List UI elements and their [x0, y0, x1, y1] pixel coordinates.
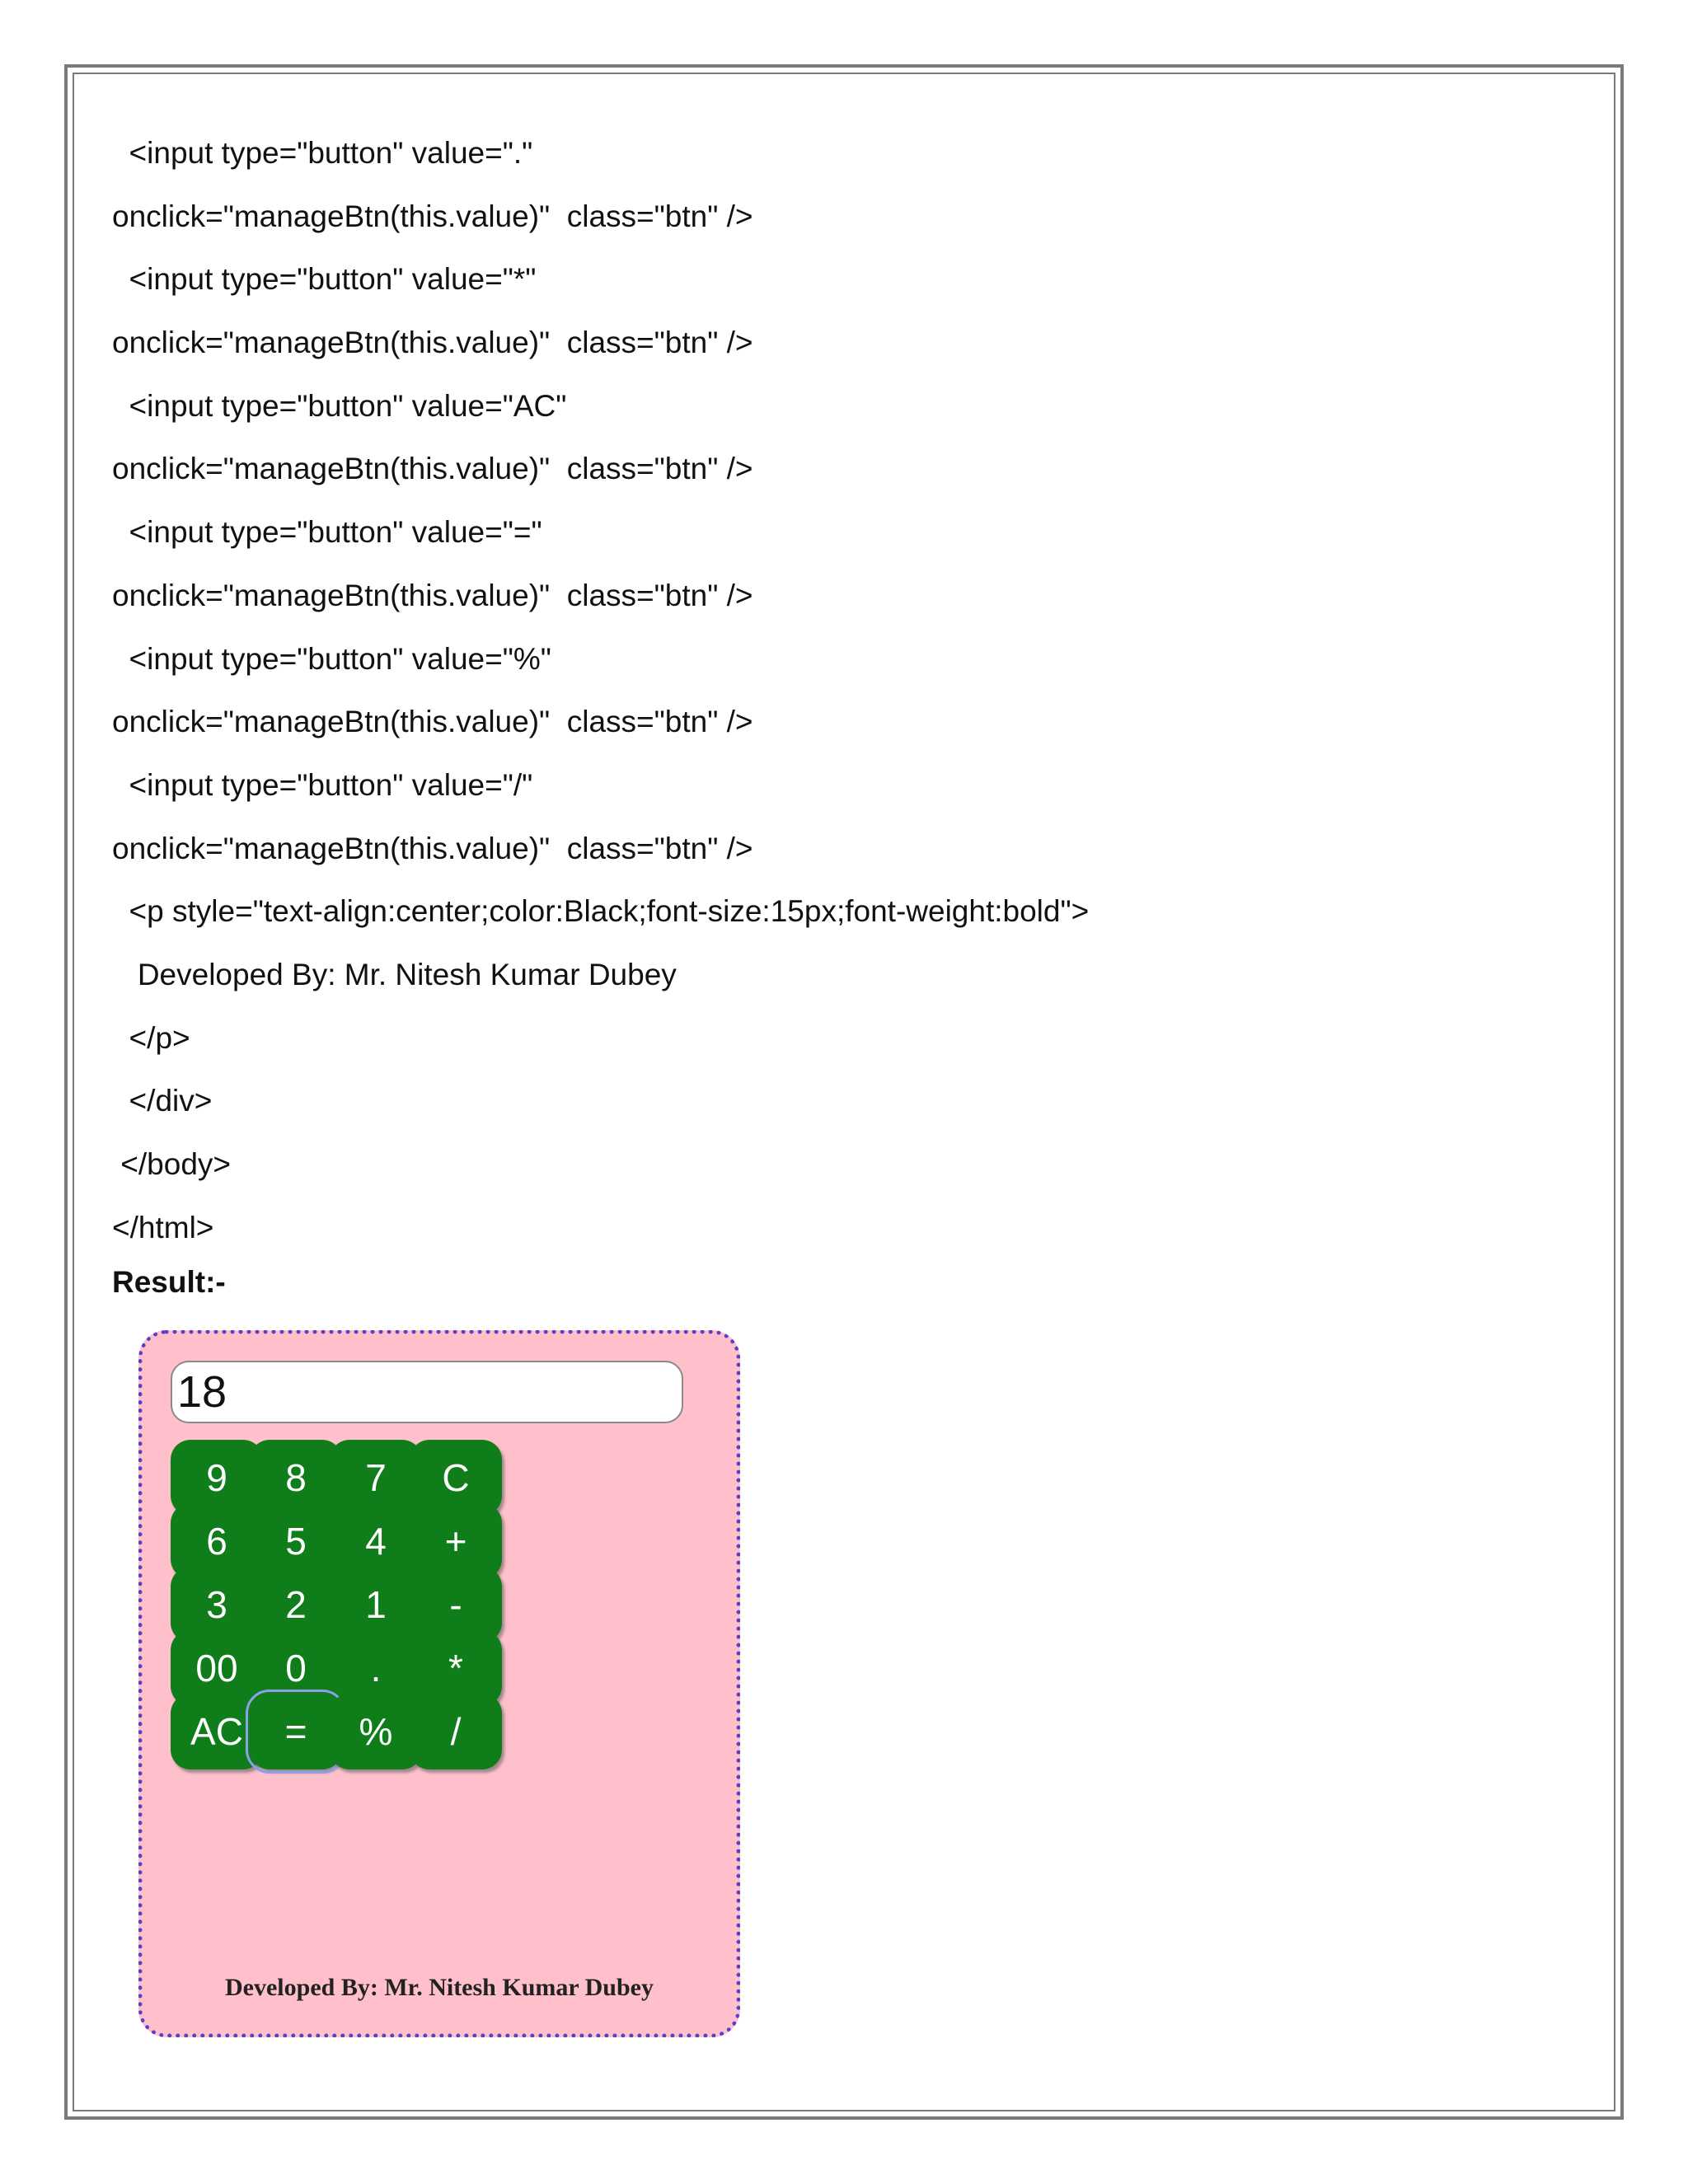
code-line: onclick="manageBtn(this.value)" class="btn" />	[112, 831, 753, 865]
calc-button-1[interactable]: 1	[330, 1567, 422, 1643]
calc-button-plus[interactable]: +	[410, 1503, 502, 1579]
code-line: </body>	[112, 1147, 232, 1181]
code-line: <input type="button" value="AC"	[112, 388, 567, 423]
calc-button-4[interactable]: 4	[330, 1503, 422, 1579]
code-line: onclick="manageBtn(this.value)" class="btn" />	[112, 326, 753, 360]
calculator-panel	[138, 1330, 740, 2037]
code-line: <input type="button" value="*"	[112, 262, 537, 297]
code-line: </div>	[112, 1084, 213, 1118]
code-line: onclick="manageBtn(this.value)" class="btn" />	[112, 452, 753, 486]
code-line: <input type="button" value="/"	[112, 767, 533, 802]
calc-button-7[interactable]: 7	[330, 1440, 422, 1516]
code-line: </html>	[112, 1210, 214, 1244]
code-line: onclick="manageBtn(this.value)" class="btn" />	[112, 705, 753, 739]
calc-button-6[interactable]: 6	[171, 1503, 263, 1579]
calc-button-minus[interactable]: -	[410, 1567, 502, 1643]
code-line: <p style="text-align:center;color:Black;font-size:15px;font-weight:bold">	[112, 894, 1090, 929]
calc-button-divide[interactable]: /	[410, 1694, 502, 1769]
code-line: onclick="manageBtn(this.value)" class="btn" />	[112, 578, 753, 612]
code-listing	[112, 122, 1513, 1259]
calc-button-percent[interactable]: %	[330, 1694, 422, 1769]
calc-button-9[interactable]: 9	[171, 1440, 263, 1516]
calc-button-3[interactable]: 3	[171, 1567, 263, 1643]
calc-button-decimal[interactable]: .	[330, 1630, 422, 1706]
calc-button-equals[interactable]: =	[250, 1694, 342, 1769]
calc-button-5[interactable]: 5	[250, 1503, 342, 1579]
calc-button-8[interactable]: 8	[250, 1440, 342, 1516]
calc-button-multiply[interactable]: *	[410, 1630, 502, 1706]
developer-credit: Developed By: Mr. Nitesh Kumar Dubey	[225, 1974, 654, 2001]
code-line: </p>	[112, 1020, 190, 1055]
code-line: onclick="manageBtn(this.value)" class="btn" />	[112, 199, 753, 233]
calculator-display[interactable]: 18	[171, 1361, 683, 1423]
code-line: Developed By: Mr. Nitesh Kumar Dubey	[112, 957, 677, 991]
calc-button-0[interactable]: 0	[250, 1630, 342, 1706]
result-heading: Result:-	[112, 1265, 226, 1299]
code-line: <input type="button" value="."	[112, 136, 533, 170]
calc-button-c[interactable]: C	[410, 1440, 502, 1516]
calc-button-ac[interactable]: AC	[171, 1694, 263, 1769]
calc-button-00[interactable]: 00	[171, 1630, 263, 1706]
code-line: <input type="button" value="%"	[112, 641, 551, 676]
calc-button-2[interactable]: 2	[250, 1567, 342, 1643]
code-line: <input type="button" value="="	[112, 515, 542, 550]
